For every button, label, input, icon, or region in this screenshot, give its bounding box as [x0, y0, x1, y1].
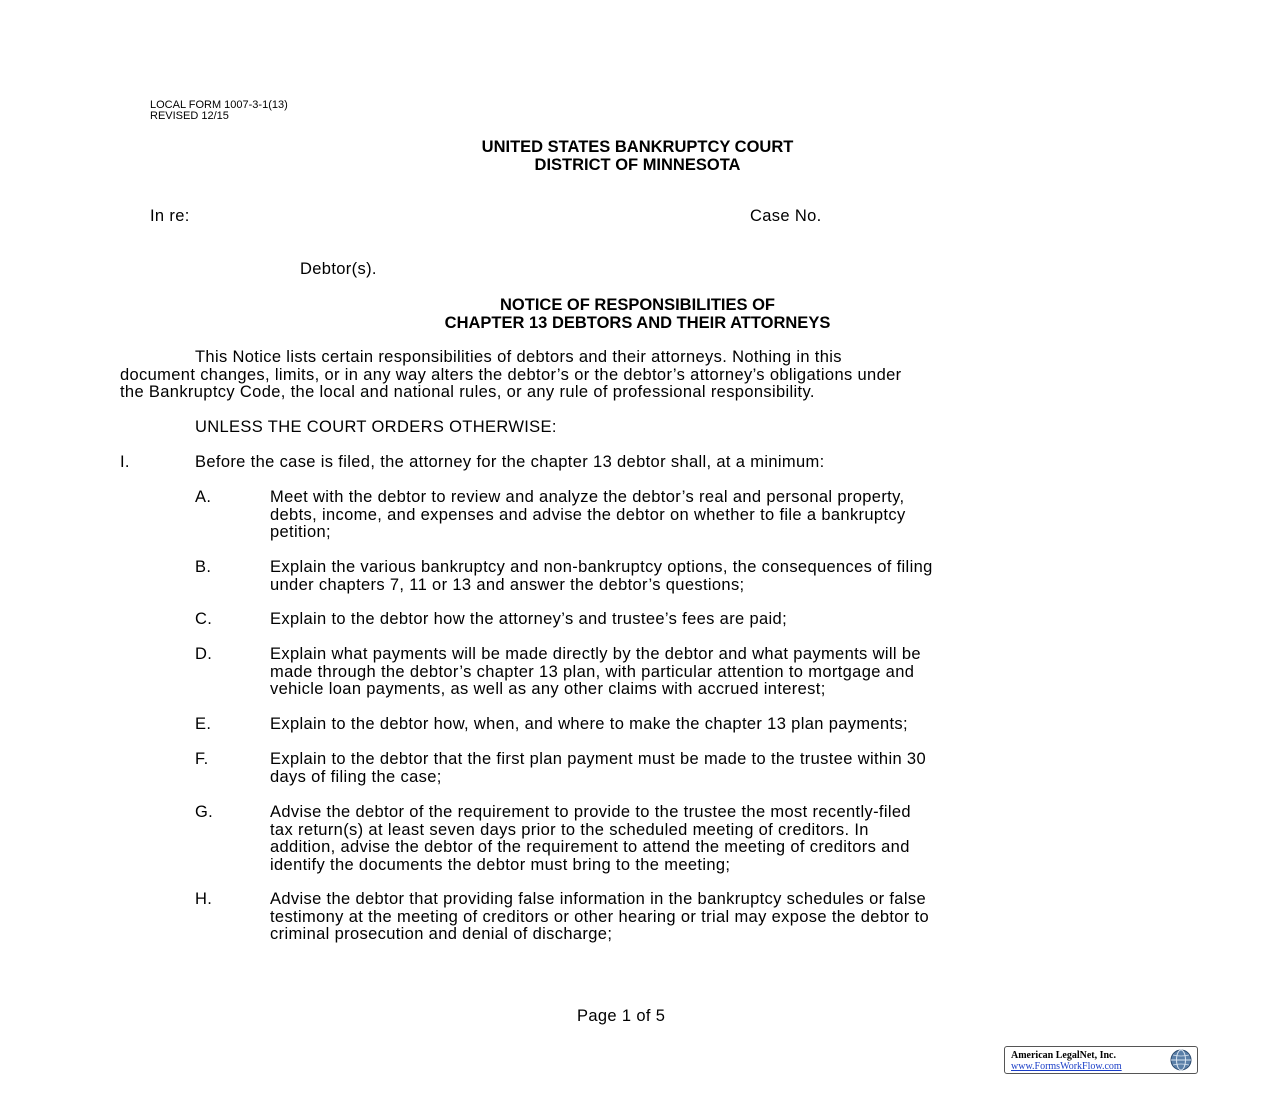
- court-district: DISTRICT OF MINNESOTA: [534, 156, 741, 174]
- item-text: [270, 716, 1170, 734]
- legalnet-logo[interactable]: [1004, 1046, 1198, 1074]
- item-line: made through the debtor’s chapter 13 plan, with particular attention to mortgage and: [270, 662, 915, 681]
- item-text: [270, 646, 1170, 699]
- item-line: Explain what payments will be made directly by the debtor and what payments will be: [270, 645, 921, 663]
- item-letter: D.: [195, 645, 213, 663]
- item-line: Explain to the debtor how the attorney’s and trustee’s fees are paid;: [270, 610, 788, 628]
- intro-paragraph: [120, 349, 1165, 402]
- item-letter: G.: [195, 803, 214, 821]
- item-line: under chapters 7, 11 or 13 and answer the debtor’s questions;: [270, 575, 745, 594]
- intro-line: the Bankruptcy Code, the local and national rules, or any rule of professional responsibility.: [120, 383, 815, 401]
- item-letter: C.: [195, 610, 213, 628]
- item-text: [270, 751, 1170, 786]
- item-line: addition, advise the debtor of the requirement to attend the meeting of creditors and: [270, 838, 910, 856]
- item-text: [270, 611, 1170, 629]
- item-line: criminal prosecution and denial of discharge;: [270, 925, 613, 943]
- section-numeral: I.: [120, 453, 130, 471]
- item-line: tax return(s) at least seven days prior to the scheduled meeting of creditors. In: [270, 820, 869, 839]
- case-no-label: Case No.: [750, 207, 822, 225]
- item-line: identify the documents the debtor must bring to the meeting;: [270, 855, 731, 874]
- item-text: [270, 559, 1170, 594]
- form-number: LOCAL FORM 1007-3-1(13): [150, 99, 288, 111]
- item-line: Advise the debtor that providing false information in the bankruptcy schedules or false: [270, 890, 926, 908]
- item-line: Explain to the debtor how, when, and where to make the chapter 13 plan payments;: [270, 715, 908, 733]
- section-heading: Before the case is filed, the attorney for the chapter 13 debtor shall, at a minimum:: [195, 453, 825, 471]
- item-line: Meet with the debtor to review and analyze the debtor’s real and personal property,: [270, 488, 905, 506]
- page-number: Page 1 of 5: [577, 1007, 666, 1025]
- item-letter: E.: [195, 715, 212, 733]
- revised-date: REVISED 12/15: [150, 110, 229, 122]
- item-line: debts, income, and expenses and advise the debtor on whether to file a bankruptcy: [270, 505, 906, 524]
- item-line: Explain to the debtor that the first plan payment must be made to the trustee within 30: [270, 750, 926, 768]
- item-text: [270, 489, 1170, 542]
- item-text: [270, 891, 1170, 944]
- item-letter: F.: [195, 750, 209, 768]
- debtor-label: Debtor(s).: [300, 260, 377, 278]
- in-re-label: In re:: [150, 207, 190, 225]
- item-text: [270, 804, 1170, 874]
- court-name: UNITED STATES BANKRUPTCY COURT: [481, 138, 794, 156]
- intro-line: document changes, limits, or in any way alters the debtor’s or the debtor’s attorney’s obligations under: [120, 365, 902, 384]
- logo-website-link[interactable]: www.FormsWorkFlow.com: [1011, 1061, 1122, 1072]
- item-line: Explain the various bankruptcy and non-bankruptcy options, the consequences of filing: [270, 558, 933, 576]
- item-line: petition;: [270, 523, 331, 541]
- item-letter: B.: [195, 558, 212, 576]
- unless-clause: UNLESS THE COURT ORDERS OTHERWISE:: [195, 418, 557, 436]
- item-letter: A.: [195, 488, 212, 506]
- logo-company-name: American LegalNet, Inc.: [1011, 1050, 1116, 1061]
- item-line: Advise the debtor of the requirement to provide to the trustee the most recently-filed: [270, 803, 911, 821]
- notice-title-line1: NOTICE OF RESPONSIBILITIES OF: [499, 296, 776, 314]
- intro-line: This Notice lists certain responsibilities of debtors and their attorneys. Nothing in this: [195, 348, 842, 366]
- item-line: testimony at the meeting of creditors or other hearing or trial may expose the debtor to: [270, 907, 930, 926]
- item-line: vehicle loan payments, as well as any other claims with accrued interest;: [270, 680, 826, 698]
- item-letter: H.: [195, 890, 213, 908]
- form-id-block: [150, 100, 288, 122]
- globe-icon: [1169, 1048, 1193, 1072]
- notice-title-line2: CHAPTER 13 DEBTORS AND THEIR ATTORNEYS: [444, 314, 831, 332]
- item-line: days of filing the case;: [270, 767, 442, 786]
